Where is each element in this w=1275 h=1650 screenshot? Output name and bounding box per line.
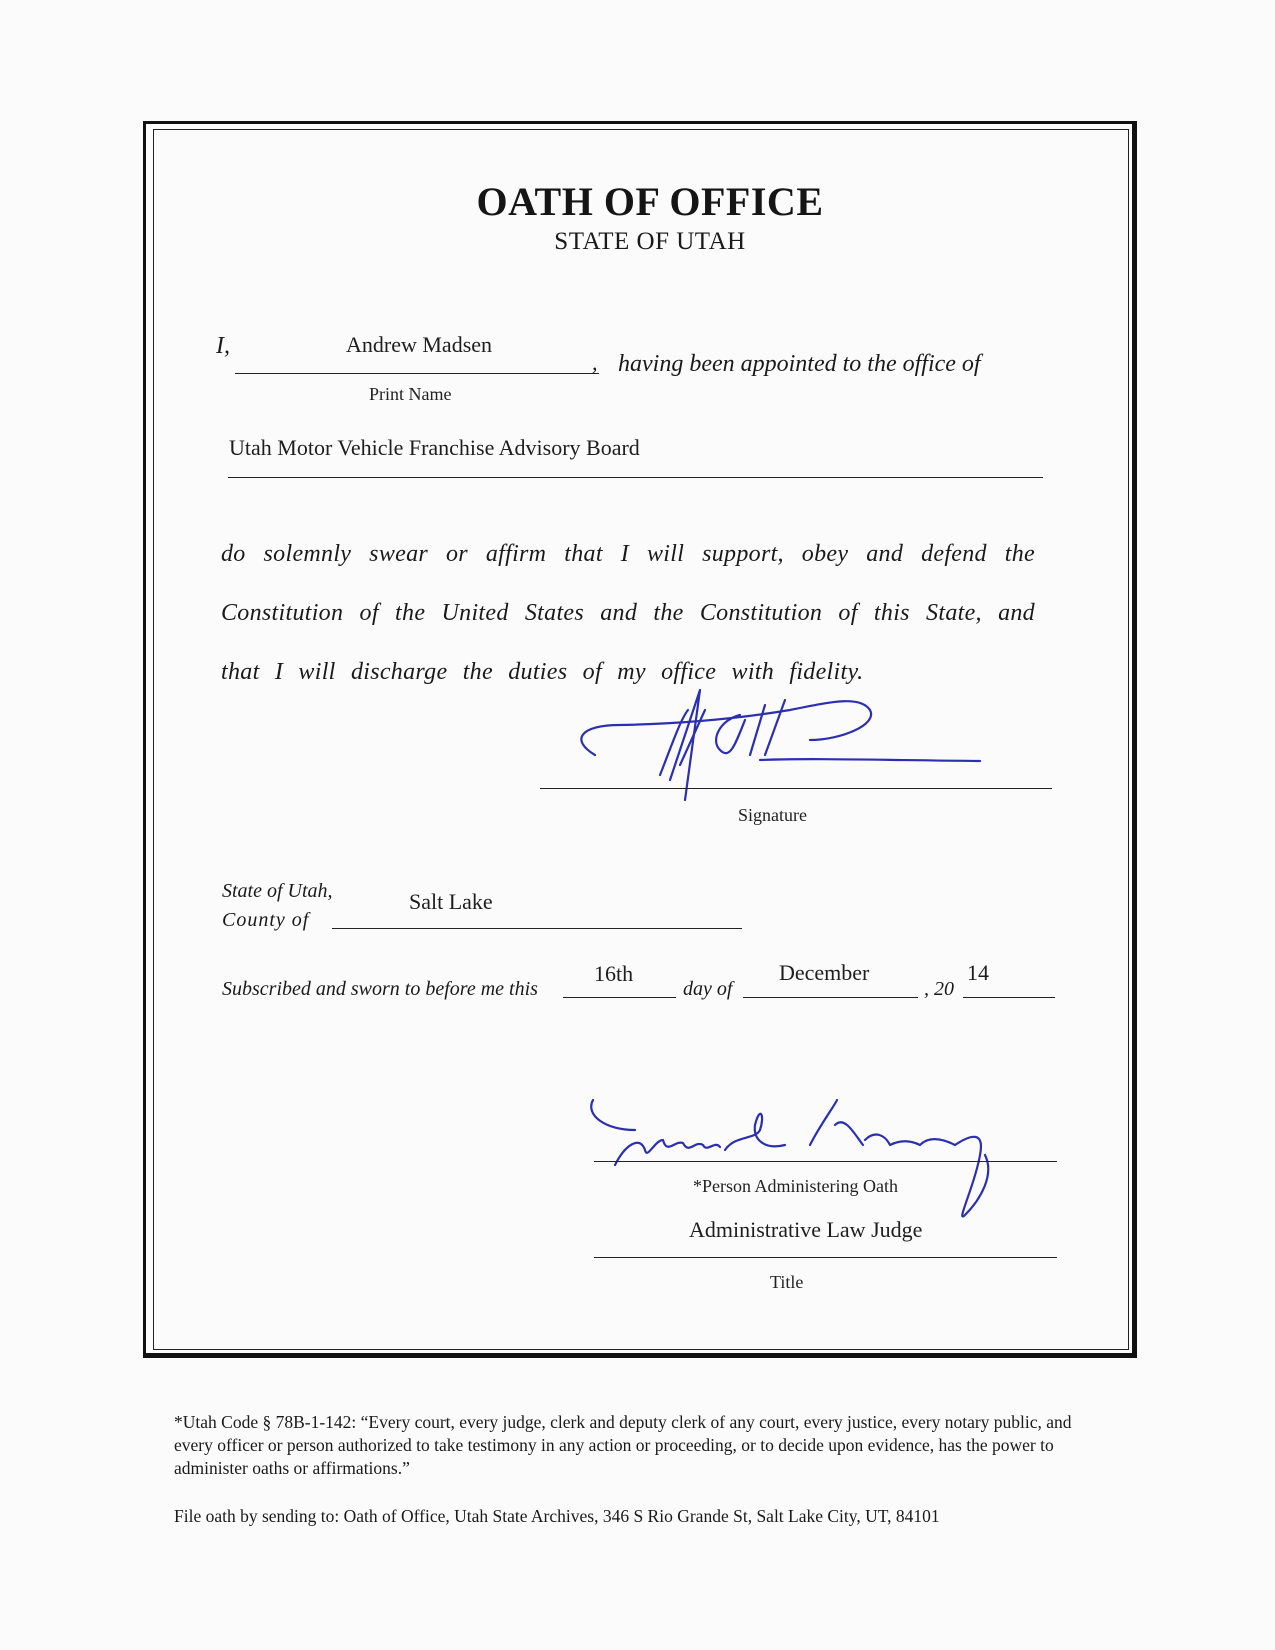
officer-signature-image <box>560 680 1000 810</box>
form-title: OATH OF OFFICE <box>476 179 824 224</box>
day-of-text: day of <box>683 978 733 1000</box>
county-field-value: Salt Lake <box>409 889 493 914</box>
name-field-line <box>235 373 599 374</box>
year-field-line <box>963 997 1055 998</box>
title-label: Title <box>770 1272 804 1292</box>
title-field-line <box>594 1257 1057 1258</box>
appointed-phrase: having been appointed to the office of <box>618 351 981 377</box>
name-comma: , <box>592 350 598 375</box>
day-field-line <box>563 997 676 998</box>
day-field-value: 16th <box>594 961 634 986</box>
oath-line-2: Constitution of the United States and the Constitution of this State, and <box>221 600 1035 626</box>
utah-code-footnote: *Utah Code § 78B-1-142: “Every court, every judge, clerk and deputy clerk of any court, every justice, every notary public, and every officer or person authorized to take testimony in any action or proceeding, or to decide upon evidence, has the power to administer oaths or affirmations.” <box>174 1412 1072 1478</box>
form-subtitle: STATE OF UTAH <box>554 228 746 255</box>
oath-line-1: do solemnly swear or affirm that I will support, obey and defend the <box>221 541 1035 567</box>
month-field-line <box>743 997 918 998</box>
county-field-line <box>332 928 742 929</box>
filing-instructions: File oath by sending to: Oath of Office, Utah State Archives, 346 S Rio Grande St, Salt Lake City, UT, 84101 <box>174 1506 940 1526</box>
month-field-value: December <box>779 960 870 985</box>
title-field-value: Administrative Law Judge <box>689 1217 923 1242</box>
subscribed-text: Subscribed and sworn to before me this <box>222 978 538 1000</box>
year-prefix: , 20 <box>924 978 954 1000</box>
name-field-value: Andrew Madsen <box>346 332 493 357</box>
signature-label: Signature <box>738 805 807 825</box>
office-field-line <box>228 477 1043 478</box>
signature-line <box>540 788 1052 789</box>
administrator-label: *Person Administering Oath <box>693 1176 898 1196</box>
office-field-value: Utah Motor Vehicle Franchise Advisory Board <box>229 435 640 460</box>
oath-line-3: that I will discharge the duties of my office with fidelity. <box>221 659 864 685</box>
administrator-signature-image <box>585 1095 1015 1225</box>
i-prefix: I, <box>216 333 230 359</box>
year-field-value: 14 <box>967 960 989 985</box>
administrator-signature-line <box>594 1161 1057 1162</box>
state-label: State of Utah, <box>222 880 333 902</box>
print-name-label: Print Name <box>369 384 452 404</box>
county-label: County of <box>222 909 310 931</box>
